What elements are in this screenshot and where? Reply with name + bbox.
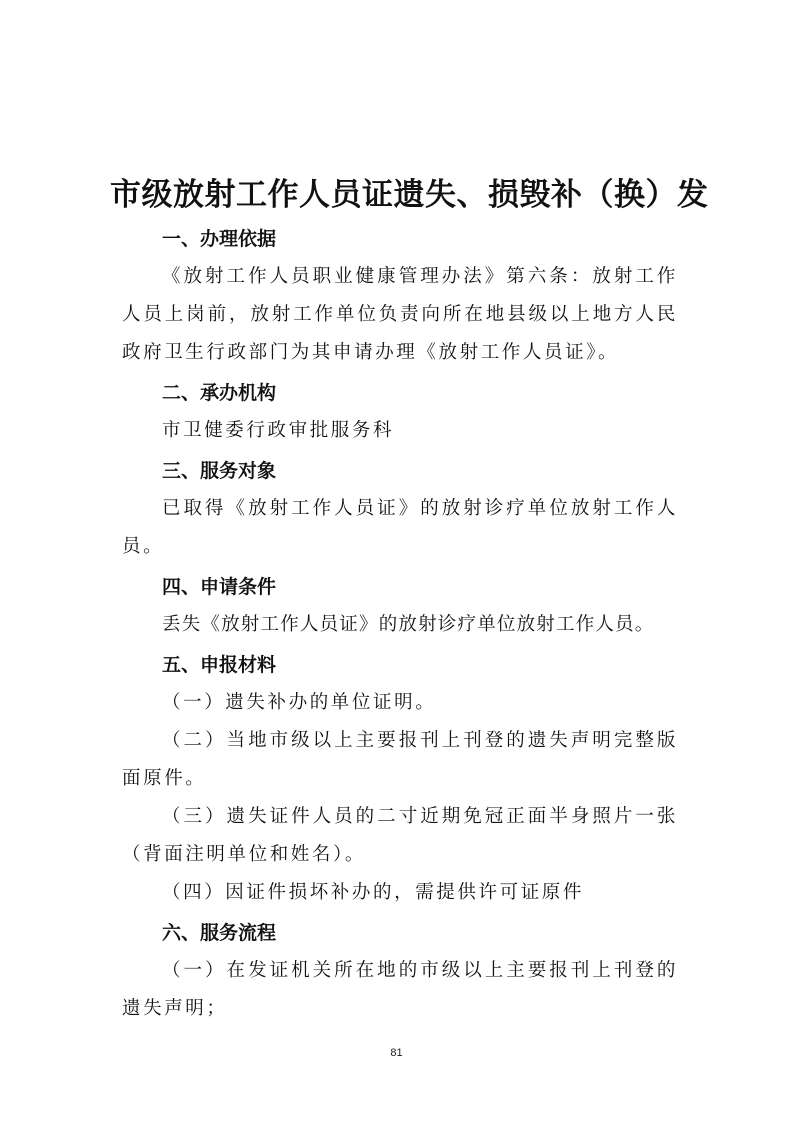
- section-basis: [122, 220, 678, 372]
- list-item: （三）遗失证件人员的二寸近期免冠正面半身照片一张（背面注明单位和姓名）。: [122, 806, 678, 865]
- section-heading: 五、申报材料: [162, 654, 277, 676]
- section-materials: [122, 646, 678, 912]
- section-process: [122, 914, 678, 1028]
- section-service-target: [122, 452, 678, 566]
- section-heading: 四、申请条件: [162, 576, 277, 598]
- paragraph: 《放射工作人员职业健康管理办法》第六条：放射工作人员上岗前，放射工作单位负责向所在地县级以上地方人民政府卫生行政部门为其申请办理《放射工作人员证》。: [122, 266, 678, 363]
- section-heading: 六、服务流程: [162, 922, 277, 944]
- list-item: （二）当地市级以上主要报刊上刊登的遗失声明完整版面原件。: [122, 730, 678, 789]
- paragraph: 市卫健委行政审批服务科: [162, 420, 395, 441]
- section-heading: 三、服务对象: [162, 460, 277, 482]
- section-heading: 二、承办机构: [162, 382, 277, 404]
- page-number: 81: [390, 1047, 403, 1059]
- paragraph: 丢失《放射工作人员证》的放射诊疗单位放射工作人员。: [162, 614, 655, 635]
- paragraph: 已取得《放射工作人员证》的放射诊疗单位放射工作人员。: [122, 498, 678, 557]
- page-title: 市级放射工作人员证遗失、损毁补（换）发: [110, 177, 709, 213]
- list-item: （一）遗失补办的单位证明。: [162, 692, 437, 713]
- section-agency: [122, 374, 678, 450]
- document-body: [122, 220, 678, 1028]
- list-item: （一）在发证机关所在地的市级以上主要报刊上刊登的遗失声明；: [122, 960, 678, 1019]
- list-item: （四）因证件损坏补办的，需提供许可证原件: [162, 882, 585, 903]
- section-conditions: [122, 568, 678, 644]
- section-heading: 一、办理依据: [162, 228, 277, 250]
